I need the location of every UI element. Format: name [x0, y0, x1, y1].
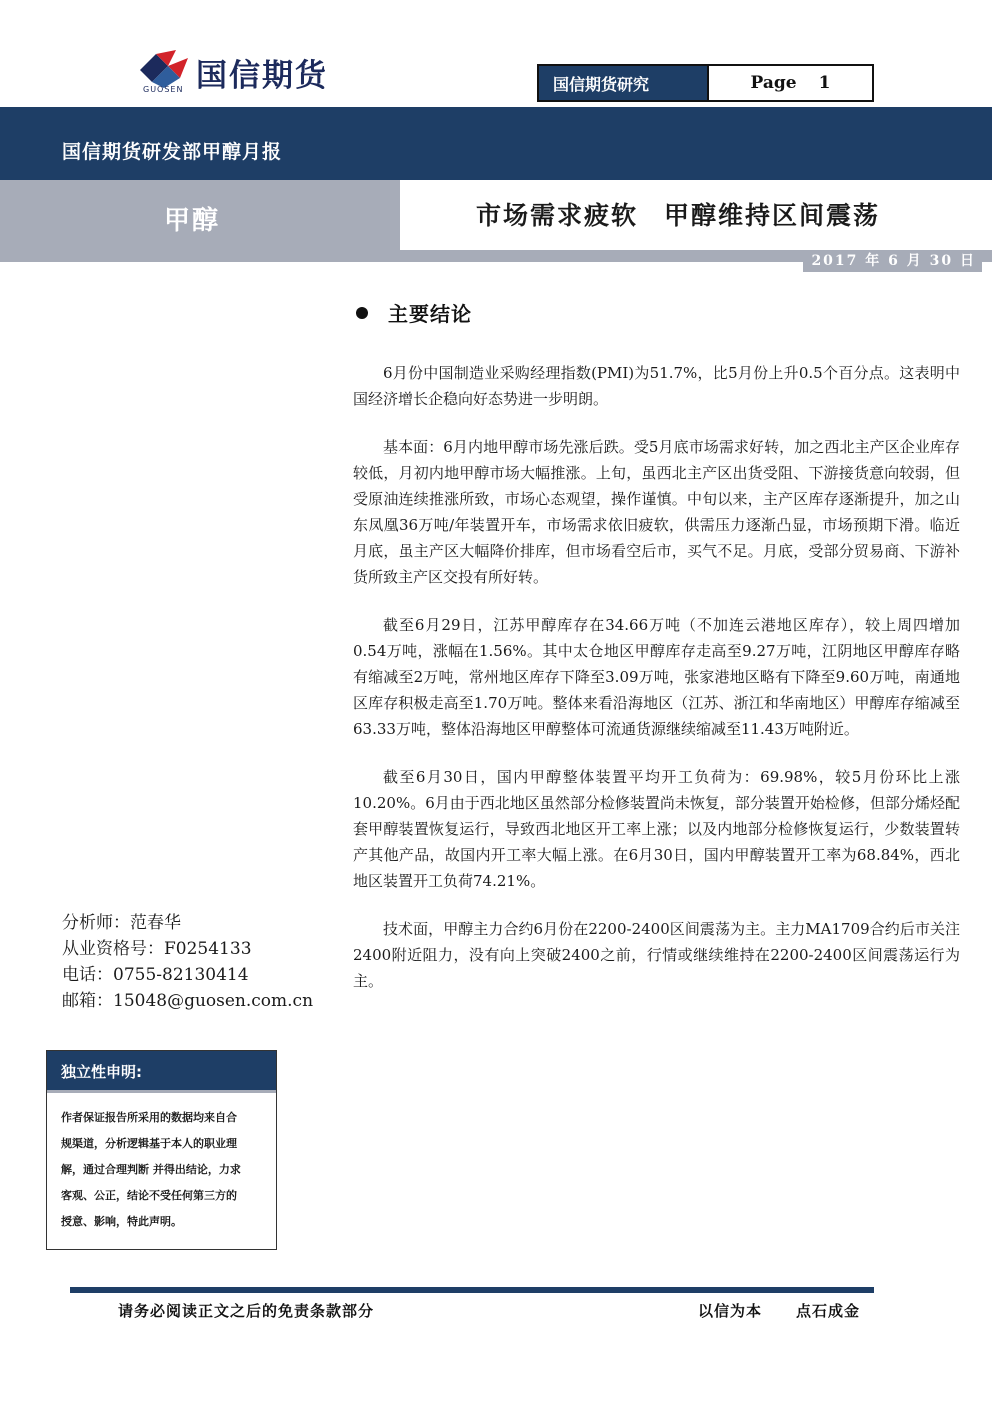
research-label: 国信期货研究: [539, 66, 707, 100]
footer-slogan: [698, 1300, 860, 1321]
statement-line: 解，通过合理判断 并得出结论，力求: [61, 1163, 241, 1176]
logo-text: 国信期货: [196, 58, 328, 94]
logo-subtext: GUOSEN: [143, 85, 184, 94]
analyst-email: 邮箱：15048@guosen.com.cn: [62, 991, 314, 1011]
statement-title: 独立性申明:: [47, 1051, 276, 1093]
title-area: [400, 180, 992, 250]
paragraph-inventory: 截至6月29日，江苏甲醇库存在34.66万吨（不加连云港地区库存），较上周四增加0.54万吨，涨幅在1.56%。其中太仓地区甲醇库存走高至9.27万吨，江阴地区甲醇库存略有缩减至2万吨，常州地区库存下降至3.09万吨，张家港地区略有下降至9.60万吨，南通地区库存积极走高至1.70万吨。整体来看沿海地区（江苏、浙江和华南地区）甲醇库存缩减至63.33万吨，整体沿海地区甲醇整体可流通货源继续缩减至11.43万吨附近。: [353, 616, 960, 738]
statement-line: 客观、公正，结论不受任何第三方的: [61, 1189, 237, 1202]
logo-mark-icon: [138, 48, 192, 90]
report-body: [353, 360, 960, 1016]
page-label: Page: [750, 73, 797, 93]
analyst-cert: 从业资格号：F0254133: [62, 939, 252, 959]
footer-divider: [70, 1287, 874, 1293]
header-page-box: [537, 64, 874, 102]
company-logo: [138, 44, 368, 100]
report-title-part2: 甲醇维持区间震荡: [664, 201, 881, 230]
department-title: 国信期货研发部甲醇月报: [62, 141, 283, 163]
bullet-icon: [356, 307, 368, 319]
paragraph-operating-rate: 截至6月30日，国内甲醇整体装置平均开工负荷为：69.98%，较5月份环比上涨10.20%。6月由于西北地区虽然部分检修装置尚未恢复，部分装置开始检修，但部分烯烃配套甲醇装置恢复运行，导致西北地区开工率上涨；以及内地部分检修恢复运行，少数装置转产其他产品，故国内开工率大幅上涨。在6月30日，国内甲醇装置开工率为68.84%，西北地区装置开工负荷74.21%。: [353, 768, 960, 890]
section-heading: [356, 298, 472, 327]
category-band: [0, 180, 400, 250]
slogan-part1: 以信为本: [698, 1302, 763, 1320]
statement-line: 规渠道，分析逻辑基于本人的职业理: [61, 1137, 237, 1150]
section-title: 主要结论: [388, 302, 472, 326]
analyst-name: 分析师：范春华: [62, 913, 181, 933]
analyst-info: [62, 910, 313, 1014]
independence-statement: [46, 1050, 277, 1250]
footer-disclaimer-note: 请务必阅读正文之后的免责条款部分: [118, 1302, 375, 1320]
paragraph-fundamentals: 基本面：6月内地甲醇市场先涨后跌。受5月底市场需求好转，加之西北主产区企业库存较低，月初内地甲醇市场大幅推涨。上旬，虽西北主产区出货受阻、下游接货意向较弱，但受原油连续推涨所致，市场心态观望，操作谨慎。中旬以来，主产区库存逐渐提升，加之山东凤凰36万吨/年装置开车，市场需求依旧疲软，供需压力逐渐凸显，市场预期下滑。临近月底，虽主产区大幅降价排库，但市场看空后市，买气不足。月底，受部分贸易商、下游补货所致主产区交投有所好转。: [353, 438, 960, 586]
report-date: 2017 年 6 月 30 日: [803, 250, 982, 272]
category-label: 甲醇: [164, 206, 221, 236]
page-number: 1: [818, 73, 831, 93]
statement-line: 授意、影响，特此声明。: [61, 1215, 182, 1228]
paragraph-technical: 技术面，甲醇主力合约6月份在2200-2400区间震荡为主。主力MA1709合约后市关注2400附近阻力，没有向上突破2400之前，行情或继续维持在2200-2400区间震荡运行为主。: [353, 920, 960, 990]
statement-line: 作者保证报告所采用的数据均来自合: [61, 1111, 237, 1124]
slogan-part2: 点石成金: [796, 1302, 861, 1320]
analyst-phone: 电话：0755-82130414: [62, 965, 249, 985]
statement-body: [47, 1093, 276, 1235]
report-title: [476, 196, 880, 232]
page-indicator: [707, 66, 872, 100]
department-band: [0, 107, 992, 180]
report-title-part1: 市场需求疲软: [476, 201, 639, 230]
paragraph-pmi: 6月份中国制造业采购经理指数(PMI)为51.7%，比5月份上升0.5个百分点。这表明中国经济增长企稳向好态势进一步明朗。: [353, 364, 960, 408]
